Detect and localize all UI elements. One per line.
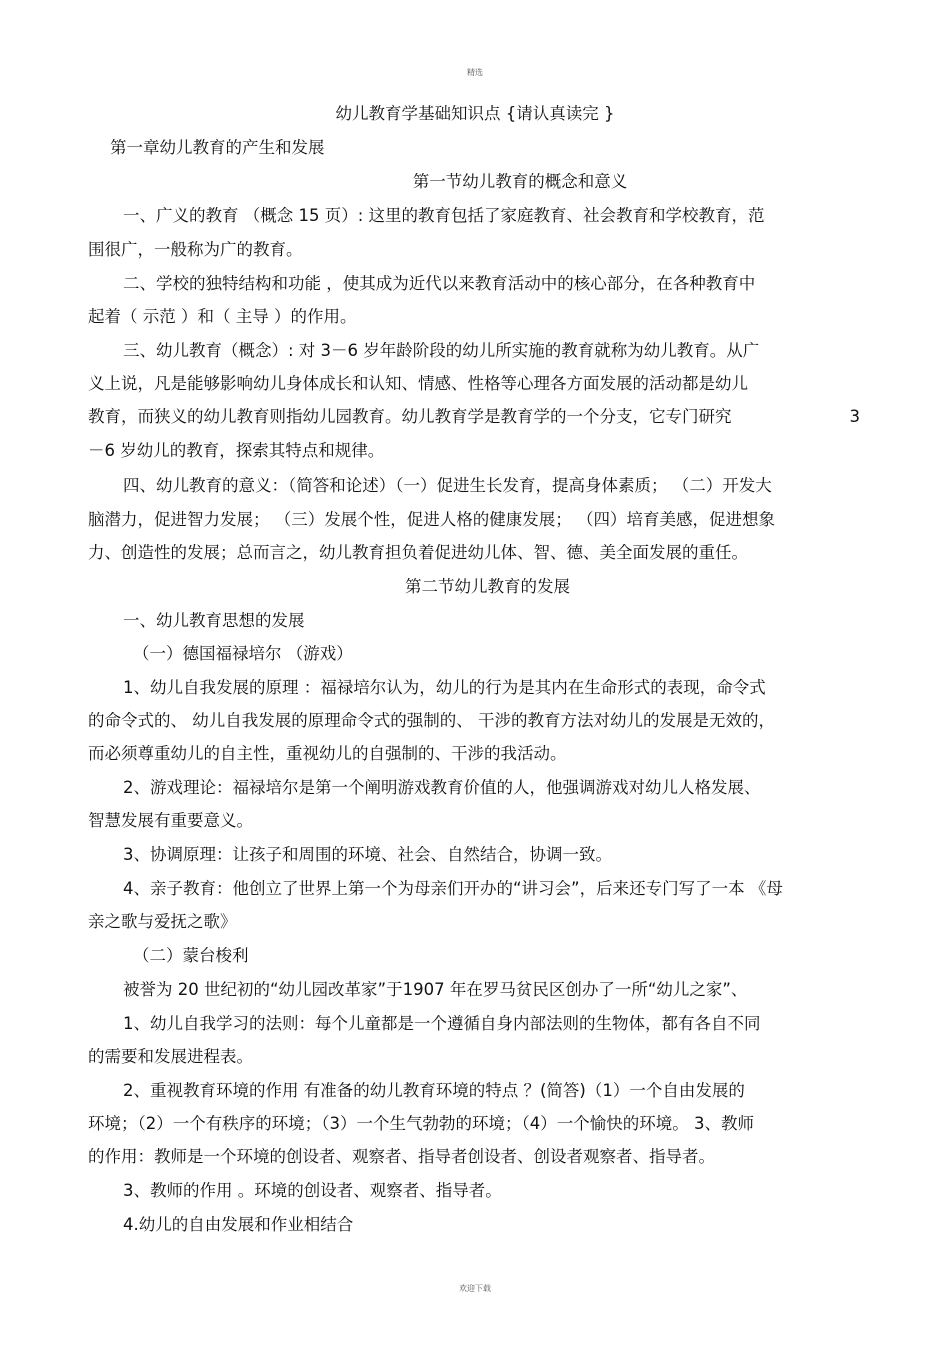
paragraph-line: 三、幼儿教育（概念）: 对 3－6 岁年龄阶段的幼儿所实施的教育就称为幼儿教育。从广 [123,341,760,360]
paragraph-line: 的需要和发展进程表。 [88,1047,253,1066]
paragraph-line: 1、幼儿自我学习的法则：每个儿童都是一个遵循自身内部法则的生物体，都有各自不同 [123,1014,761,1033]
paragraph-line: 智慧发展有重要意义。 [88,811,253,830]
paragraph-line: 而必须尊重幼儿的自主性，重视幼儿的自强制的、干涉的我活动。 [88,744,567,763]
page-header: 精选 [467,68,483,77]
subheading: （一）德国福禄培尔 （游戏） [133,644,353,663]
paragraph-text: 3 [849,407,860,426]
subheading: 一、幼儿教育思想的发展 [123,611,305,630]
paragraph-line: 的命令式的、 幼儿自我发展的原理命令式的强制的、 干涉的教育方法对幼儿的发展是无效的， [88,711,775,730]
subheading: （二）蒙台梭利 [133,946,249,965]
paragraph-line: 围很广，一般称为广的教育。 [88,240,303,259]
paragraph-line: 二、学校的独特结构和功能 ，使其成为近代以来教育活动中的核心部分，在各种教育中 [123,274,756,293]
paragraph-line [88,407,860,427]
paragraph-line: 被誉为 20 世纪初的“幼儿园改革家”于1907 年在罗马贫民区创办了一所“幼儿之家”、 [123,980,748,999]
chapter-heading: 第一章幼儿教育的产生和发展 [110,138,325,157]
page-footer: 欢迎下载 [459,1284,491,1293]
paragraph-line: 1、幼儿自我发展的原理 ：福禄培尔认为，幼儿的行为是其内在生命形式的表现，命令式 [123,678,766,697]
paragraph-text: 教育，而狭义的幼儿教育则指幼儿园教育。幼儿教育学是教育学的一个分支，它专门研究 [88,407,732,426]
paragraph-line: 四、幼儿教育的意义：（简答和论述）（一）促进生长发育，提高身体素质； （二）开发大 [123,476,772,495]
paragraph-line: 亲之歌与爱抚之歌》 [88,912,237,931]
paragraph-line: 脑潜力，促进智力发展； （三）发展个性，促进人格的健康发展； （四）培育美感，促进想象 [88,510,775,529]
paragraph-line: 的作用：教师是一个环境的创设者、观察者、指导者创设者、创设者观察者、指导者。 [88,1147,715,1166]
paragraph-line: 起着（ 示范 ）和（ 主导 ）的作用。 [88,307,357,326]
paragraph-line: 一、广义的教育 （概念 15 页）: 这里的教育包括了家庭教育、社会教育和学校教育，范 [123,206,765,225]
document-title: 幼儿教育学基础知识点 {请认真读完 } [335,104,615,123]
paragraph-line: 4.幼儿的自由发展和作业相结合 [123,1215,354,1234]
paragraph-line: －6 岁幼儿的教育，探索其特点和规律。 [88,441,385,460]
paragraph-line: 环境；（2）一个有秩序的环境；（3）一个生气勃勃的环境；（4）一个愉快的环境。 3、教师 [88,1114,754,1133]
paragraph-line: 3、教师的作用 。环境的创设者、观察者、指导者。 [123,1181,502,1200]
paragraph-line: 3、协调原理：让孩子和周围的环境、社会、自然结合，协调一致。 [123,845,612,864]
paragraph-line: 2、重视教育环境的作用 有准备的幼儿教育环境的特点 ？(简答)（1）一个自由发展的 [123,1081,745,1100]
paragraph-line: 2、游戏理论：福禄培尔是第一个阐明游戏教育价值的人，他强调游戏对幼儿人格发展、 [123,778,761,797]
paragraph-line: 4、亲子教育：他创立了世界上第一个为母亲们开办的“讲习会”，后来还专门写了一本 《母 [123,879,783,898]
section-heading-1: 第一节幼儿教育的概念和意义 [412,172,628,191]
paragraph-line: 义上说，凡是能够影响幼儿身体成长和认知、情感、性格等心理各方面发展的活动都是幼儿 [88,374,748,393]
paragraph-line: 力、创造性的发展；总而言之，幼儿教育担负着促进幼儿体、智、德、美全面发展的重任。 [88,543,748,562]
section-heading-2: 第二节幼儿教育的发展 [405,577,570,596]
